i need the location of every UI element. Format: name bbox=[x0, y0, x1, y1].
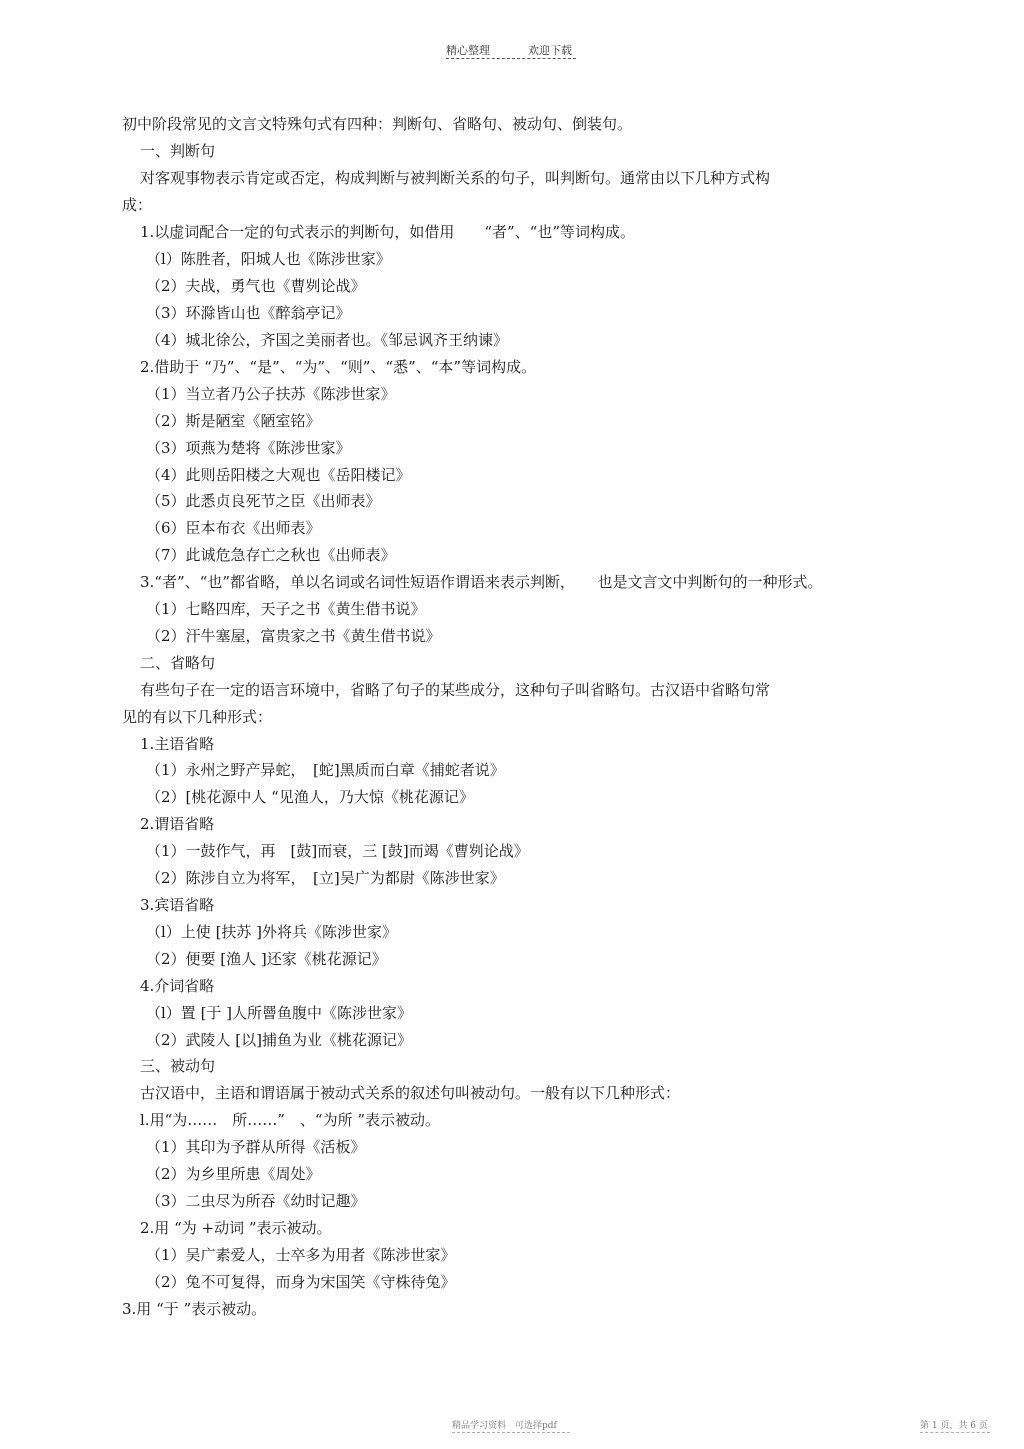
example-item: （2）便要 [渔人 ]还家《桃花源记》 bbox=[146, 950, 387, 968]
subheading: 4.介词省略 bbox=[140, 977, 215, 995]
example-item: （2）夫战，勇气也《曹刿论战》 bbox=[146, 277, 366, 295]
example-item: （2）陈涉自立为将军， [立]吴广为都尉《陈涉世家》 bbox=[146, 869, 505, 887]
subheading: 2.用 “为 +动词 ”表示被动。 bbox=[140, 1219, 332, 1237]
example-item: （1）其印为予群从所得《活板》 bbox=[146, 1138, 366, 1156]
section-heading-judgment: 一、判断句 bbox=[140, 142, 216, 160]
header-right-text: 欢迎下载 bbox=[528, 44, 572, 57]
paragraph-line: 见的有以下几种形式： bbox=[122, 708, 273, 726]
example-item: （7）此诚危急存亡之秋也《出师表》 bbox=[146, 546, 396, 564]
subheading: 1.主语省略 bbox=[140, 735, 215, 753]
subheading: 3.用 “于 ”表示被动。 bbox=[122, 1300, 267, 1318]
subheading: 3.“者”、“也”都省略，单以名词或名词性短语作谓语来表示判断， 也是文言文中判断句的一种形式。 bbox=[140, 573, 823, 591]
example-item: （5）此悉贞良死节之臣《出师表》 bbox=[146, 492, 381, 510]
example-item: （l）上使 [扶苏 ]外将兵《陈涉世家》 bbox=[146, 923, 398, 941]
example-item: （1）一鼓作气，再 [鼓]而衰，三 [鼓]而竭《曹刿论战》 bbox=[146, 842, 529, 860]
example-item: （l）陈胜者，阳城人也《陈涉世家》 bbox=[146, 250, 391, 268]
subheading: 2.借助于 “乃”、“是”、“为”、“则”、“悉”、“本”等词构成。 bbox=[140, 358, 537, 376]
paragraph-line: 古汉语中，主语和谓语属于被动式关系的叙述句叫被动句。一般有以下几种形式： bbox=[140, 1084, 681, 1102]
header-divider bbox=[446, 58, 576, 59]
example-item: （3）环滁皆山也《醉翁亭记》 bbox=[146, 304, 351, 322]
example-item: （2）汗牛塞屋，富贵家之书《黄生借书说》 bbox=[146, 627, 441, 645]
page-footer bbox=[0, 1418, 1024, 1442]
example-item: （1）七略四库，天子之书《黄生借书说》 bbox=[146, 600, 426, 618]
paragraph-line: 成： bbox=[122, 196, 153, 214]
intro-paragraph: 初中阶段常见的文言文特殊句式有四种：判断句、省略句、被动句、倒装句。 bbox=[122, 115, 633, 133]
section-heading-ellipsis: 二、省略句 bbox=[140, 654, 216, 672]
example-item: （2）武陵人 [以]捕鱼为业《桃花源记》 bbox=[146, 1031, 413, 1049]
subheading: 3.宾语省略 bbox=[140, 896, 215, 914]
example-item: （l）置 [于 ]人所罾鱼腹中《陈涉世家》 bbox=[146, 1004, 413, 1022]
example-item: （2）斯是陋室《陋室铭》 bbox=[146, 412, 321, 430]
example-item: （6）臣本布衣《出师表》 bbox=[146, 519, 321, 537]
footer-divider-right bbox=[920, 1432, 990, 1433]
example-item: （2）兔不可复得，而身为宋国笑《守株待兔》 bbox=[146, 1273, 456, 1291]
subheading: l.用“为…… 所……” 、“为所 ”表示被动。 bbox=[140, 1111, 441, 1129]
example-item: （4）此则岳阳楼之大观也《岳阳楼记》 bbox=[146, 466, 411, 484]
example-item: （1）当立者乃公子扶苏《陈涉世家》 bbox=[146, 385, 396, 403]
example-item: （3）二虫尽为所吞《幼时记趣》 bbox=[146, 1192, 366, 1210]
subheading: 1.以虚词配合一定的句式表示的判断句，如借用 “者”、“也”等词构成。 bbox=[140, 223, 635, 241]
paragraph-line: 对客观事物表示肯定或否定，构成判断与被判断关系的句子，叫判断句。通常由以下几种方式构 bbox=[140, 169, 771, 187]
subheading: 2.谓语省略 bbox=[140, 815, 215, 833]
example-item: （2）为乡里所患《周处》 bbox=[146, 1165, 321, 1183]
paragraph-line: 有些句子在一定的语言环境中，省略了句子的某些成分，这种句子叫省略句。古汉语中省略句常 bbox=[140, 681, 771, 699]
page-header bbox=[0, 40, 1024, 64]
header-left-text: 精心整理 bbox=[446, 44, 490, 57]
example-item: （2）[桃花源中人 “见渔人，乃大惊《桃花源记》 bbox=[146, 788, 474, 806]
example-item: （3）项燕为楚将《陈涉世家》 bbox=[146, 439, 351, 457]
page-number: 第 1 页，共 6 页 bbox=[920, 1421, 988, 1431]
example-item: （1）永州之野产异蛇， [蛇]黑质而白章《捕蛇者说》 bbox=[146, 761, 505, 779]
section-heading-passive: 三、被动句 bbox=[140, 1057, 216, 1075]
example-item: （1）吴广素爱人，士卒多为用者《陈涉世家》 bbox=[146, 1246, 456, 1264]
footer-center-text: 精品学习资料 可选择pdf bbox=[452, 1421, 557, 1431]
footer-divider-center bbox=[452, 1432, 570, 1433]
example-item: （4）城北徐公，齐国之美丽者也。《邹忌讽齐王纳谏》 bbox=[146, 331, 509, 349]
